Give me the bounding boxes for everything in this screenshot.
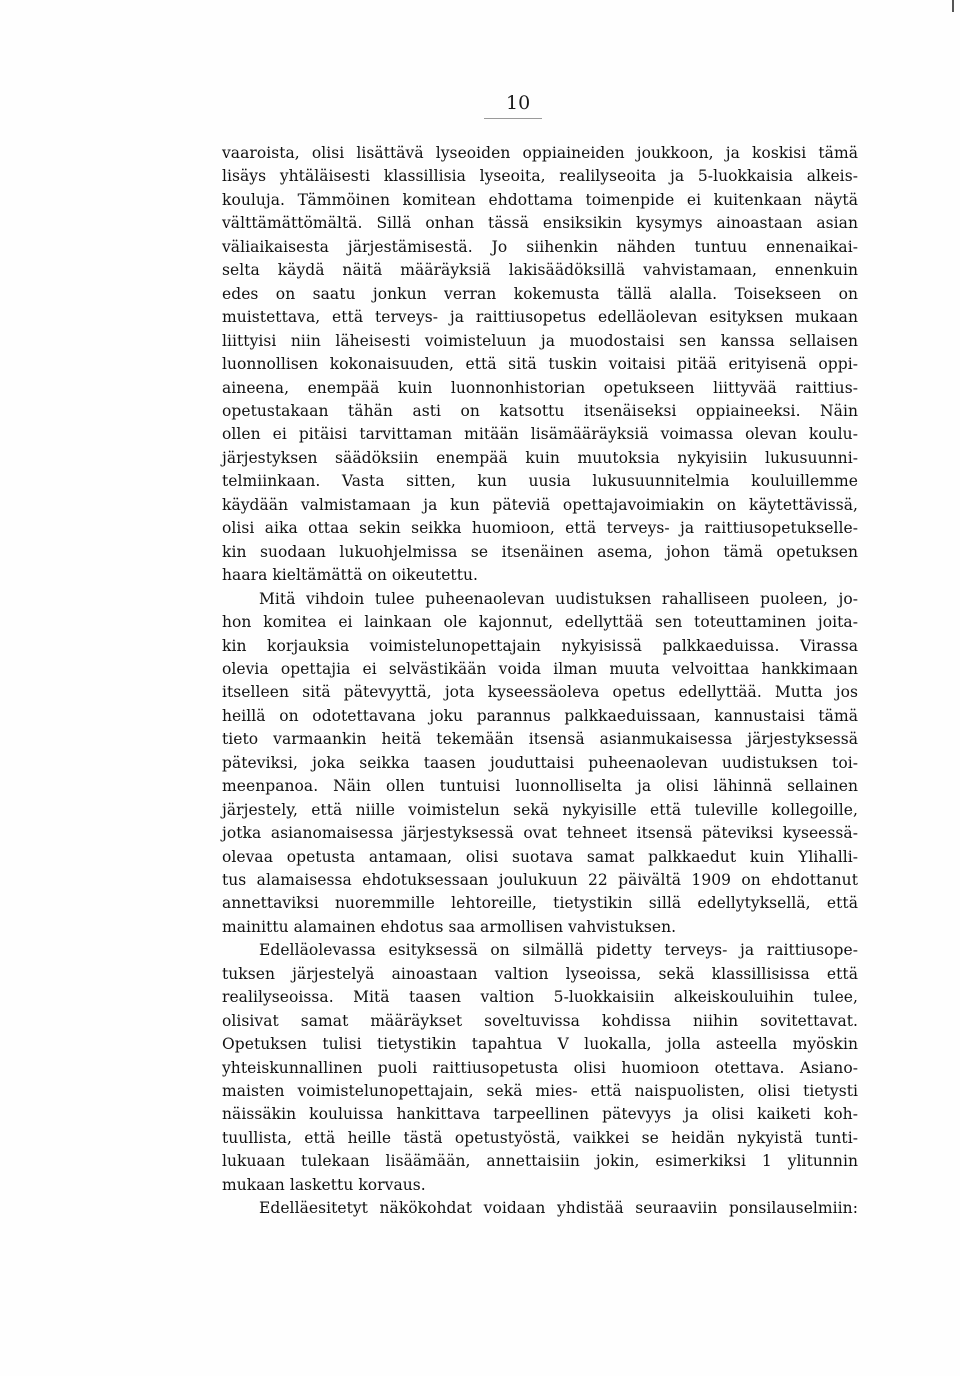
text-line: selta käydä näitä määräyksiä lakisäädöksillä vahvistamaan, ennenkuin	[222, 261, 858, 280]
text-line: kouluja. Tämmöinen komitean ehdottama toimenpide ei kuitenkaan näytä	[222, 190, 858, 209]
text-line: mukaan laskettu korvaus.	[222, 1175, 426, 1194]
text-line: olisivat samat määräykset soveltuvissa kohdissa niihin sovitettavat.	[222, 1011, 858, 1030]
text-line: muistettava, että terveys- ja raittiusopetus edelläolevan esityksen mukaan	[222, 308, 858, 327]
text-line: luonnollisen kokonaisuuden, että sitä tuskin voitaisi pitää erityisenä oppi-	[222, 355, 858, 373]
text-line: yhteiskunnallinen puoli raittiusopetusta olisi huomioon otettava. Asiano-	[222, 1058, 858, 1077]
text-line: realilyseoissa. Mitä taasen valtion 5-luokkaisiin alkeiskouluihin tulee,	[222, 988, 858, 1007]
paragraph-first-line: Edelläesitetyt näkökohdat voidaan yhdistää seuraaviin ponsilauselmiin:	[259, 1199, 858, 1218]
text-line: mainittu alamainen ehdotus saa armollisen vahvistuksen.	[222, 917, 677, 936]
text-line: tieto varmaankin heitä tekemään itsensä asianmukaisessa järjestyksessä	[222, 730, 858, 749]
text-line: maisten voimistelunopettajain, sekä mies- että naispuolisten, olisi tietysti	[222, 1082, 858, 1100]
page-number-underline	[484, 118, 542, 119]
text-line: käydään valmistamaan ja kun päteviä opettajavoimiakin on käytettävissä,	[222, 495, 858, 514]
paragraph-first-line: Edelläolevassa esityksessä on silmällä pidetty terveys- ja raittiusope-	[259, 941, 858, 960]
text-line: välttämättömältä. Sillä onhan tässä ensiksikin kysymys ainoastaan asian	[222, 214, 858, 233]
text-line: kin korjauksia voimistelunopettajain nykyisissä palkkaeduissa. Virassa	[222, 636, 858, 655]
text-line: näissäkin kouluissa hankittava tarpeellinen pätevyys ja olisi kaiketi koh-	[222, 1105, 858, 1124]
text-line: olisi aika ottaa sekin seikka huomioon, että terveys- ja raittiusopetukselle-	[222, 519, 858, 538]
text-line: tuullista, että heille tästä opetustyöstä, vaikkei se heidän nykyistä tunti-	[222, 1128, 858, 1147]
text-line: väliaikaisesta järjestämisestä. Jo siihenkin nähden tuntuu ennenaikai-	[222, 237, 858, 256]
text-line: järjestyksen säädöksiin enempää kuin muutoksia nykyisiin lukusuunni-	[222, 448, 858, 467]
text-line: vaaroista, olisi lisättävä lyseoiden oppiaineiden joukkoon, ja koskisi tämä	[222, 144, 858, 162]
text-line: lukuaan tulekaan lisäämään, annettaisiin jokin, esimerkiksi 1 ylitunnin	[222, 1152, 858, 1171]
text-line: edes on saatu jonkun verran kokemusta tällä alalla. Toisekseen on	[222, 284, 858, 303]
text-line: aineena, enempää kuin luonnonhistorian opetukseen liittyvää raittius-	[222, 378, 858, 397]
text-line: Opetuksen tulisi tietystikin tapahtua V luokalla, jolla asteella myöskin	[222, 1035, 858, 1054]
text-line: hon komitea ei lainkaan ole kajonnut, edellyttää sen toteuttaminen joita-	[222, 613, 858, 631]
text-line: opetustakaan tähän asti on katsottu itsenäiseksi oppiaineeksi. Näin	[222, 401, 858, 420]
text-line: jotka asianomaisessa järjestyksessä ovat tehneet itsensä päteviksi kyseessä-	[222, 824, 858, 842]
text-line: järjestely, että niille voimistelun sekä nykyisille että tuleville kollegoille,	[222, 800, 858, 819]
text-line: tus alamaisessa ehdotuksessaan joulukuun 22 päivältä 1909 on ehdottanut	[222, 870, 858, 889]
text-line: heillä on odotettavana joku parannus palkkaeduissaan, kannustaisi tämä	[222, 706, 858, 725]
text-line: olevia opettajia ei selvästikään voida ilman muuta velvoittaa hankkimaan	[222, 659, 858, 678]
text-line: tuksen järjestelyä ainoastaan valtion lyseoissa, sekä klassillisissa että	[222, 964, 858, 983]
paragraph-first-line: Mitä vihdoin tulee puheenaolevan uudistuksen rahalliseen puoleen, jo-	[259, 589, 858, 608]
text-line: kin suodaan lukuohjelmissa se itsenäinen asema, johon tämä opetuksen	[222, 542, 858, 561]
text-line: olevaa opetusta antamaan, olisi suotava samat palkkaedut kuin Ylihalli-	[222, 847, 858, 866]
text-line: meenpanoa. Näin ollen tuntuisi luonnolliselta ja olisi lähinnä sellainen	[222, 777, 858, 796]
text-line: lisäys yhtäläisesti klassillisia lyseoita, realilyseoita ja 5-luokkaisia alkeis-	[222, 167, 858, 186]
text-line: ollen ei pitäisi tarvittaman mitään lisämääräyksiä voimassa olevan koulu-	[222, 425, 858, 444]
page-number: 10	[506, 92, 531, 114]
text-line: itselleen sitä pätevyyttä, jota kyseessäoleva opetus edellyttää. Mutta jos	[222, 683, 858, 702]
text-line: päteviksi, joka seikka taasen jouduttaisi puheenaolevan uudistuksen toi-	[222, 753, 858, 772]
text-line: liittyisi niin läheisesti voimisteluun ja muodostaisi sen kanssa sellaisen	[222, 331, 858, 350]
text-line: annettaviksi nuoremmille lehtoreille, tietystikin sillä edellytyksellä, että	[222, 894, 858, 913]
text-line: telmiinkaan. Vasta sitten, kun uusia lukusuunnitelmia kouluillemme	[222, 472, 858, 491]
scan-edge-mark	[952, 0, 954, 12]
text-line: haara kieltämättä on oikeutettu.	[222, 566, 479, 585]
